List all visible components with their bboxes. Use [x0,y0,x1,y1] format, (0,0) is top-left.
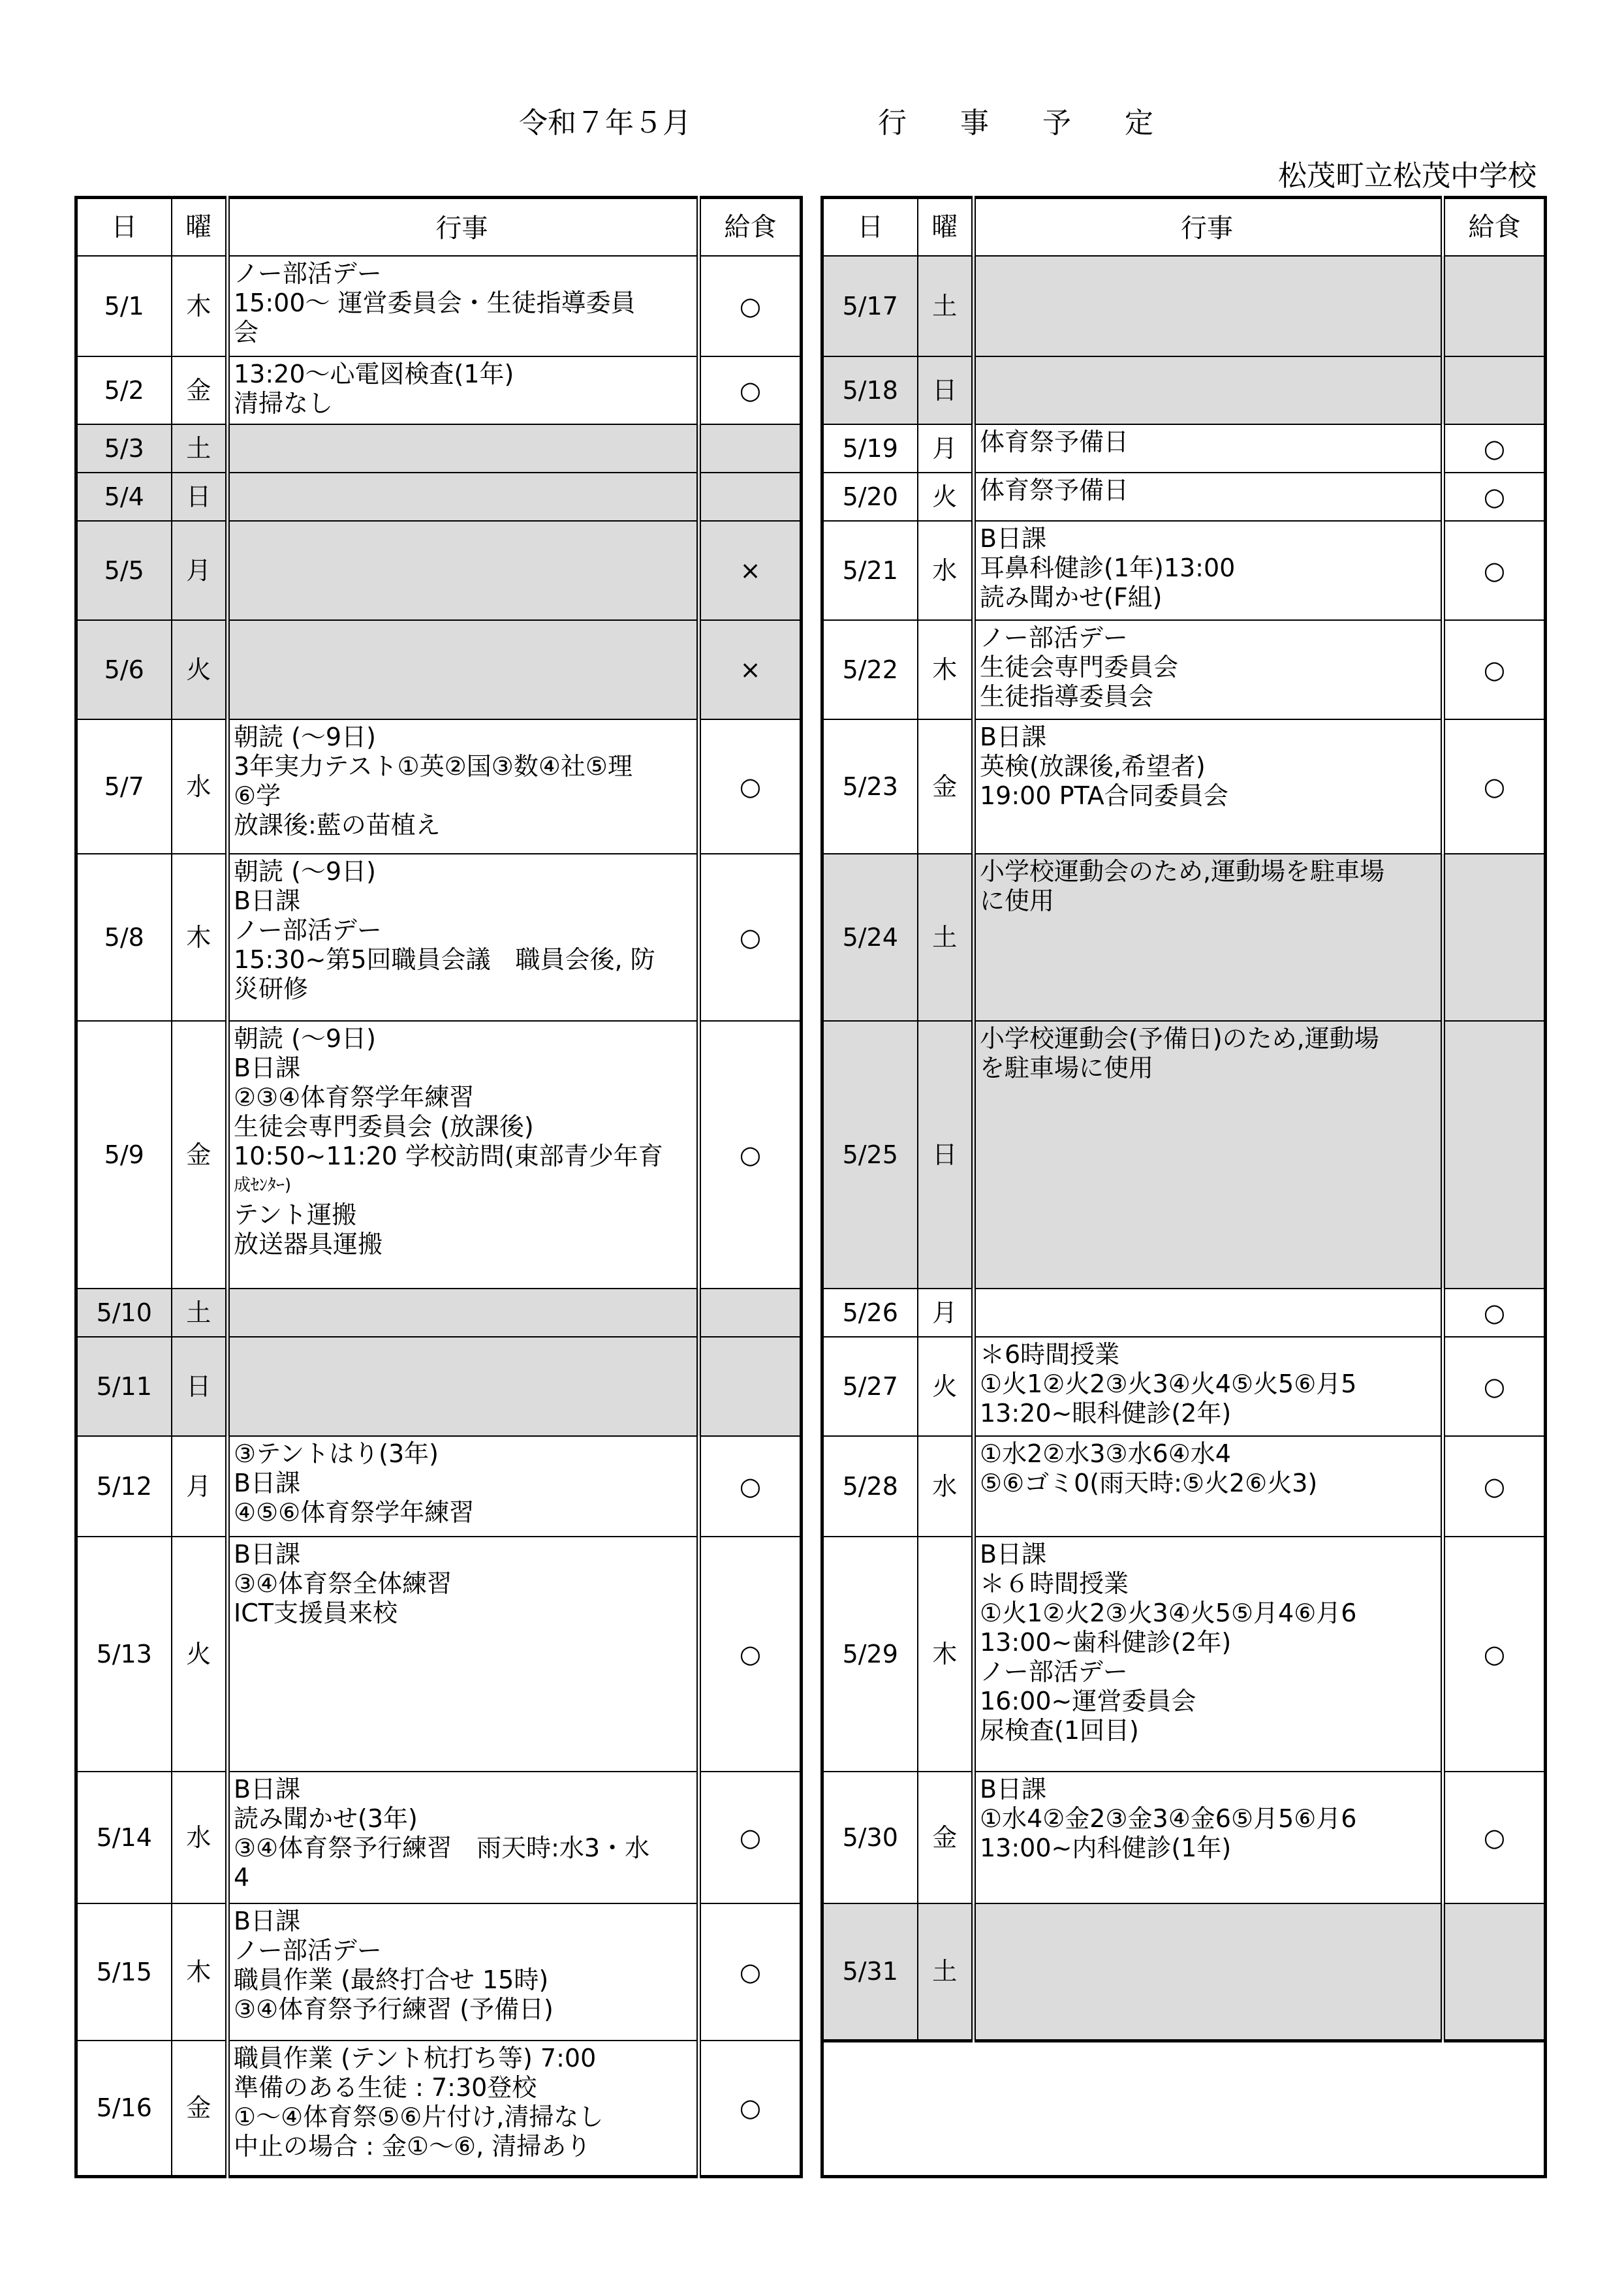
date-cell: 5/31 [822,1903,918,2041]
event-line: 中止の場合 : 金①～⑥, 清掃あり [234,2132,591,2161]
date-cell: 5/1 [76,256,172,356]
empty-filler-cell [822,2041,1546,2176]
schedule-row [822,1337,1546,1436]
event-line: 3年実力テスト①英②国③数④社⑤理 [234,752,632,781]
event-line: ①水2②水3③水6④水4 [980,1439,1231,1468]
events-cell [228,854,699,1021]
event-line: ②③④体育祭学年練習 [234,1083,475,1112]
event-line: ノー部活デー [980,623,1128,652]
schedule-row [76,2041,802,2176]
lunch-cell: ○ [699,719,802,854]
lunch-cell: ○ [1443,521,1546,620]
event-line: 13:00~内科健診(1年) [980,1834,1232,1862]
lunch-cell: ○ [1443,719,1546,854]
event-line: ノー部活デー [234,916,382,945]
event-line: 10:50~11:20 学校訪問(東部青少年育 [234,1142,663,1170]
lunch-cell: × [699,521,802,620]
date-cell: 5/3 [76,424,172,473]
event-line: B日課 [234,1907,301,1935]
schedule-row [76,424,802,473]
date-cell: 5/30 [822,1772,918,1903]
events-cell [228,473,699,521]
event-line: 会 [234,318,259,347]
events-cell [228,256,699,356]
events-cell [974,473,1443,521]
events-cell [228,620,699,719]
weekday-cell: 日 [918,356,974,424]
schedule-row [822,1021,1546,1289]
date-cell: 5/10 [76,1289,172,1337]
header-events: 行事 [228,198,699,257]
date-cell: 5/7 [76,719,172,854]
weekday-cell: 金 [172,356,228,424]
schedule-row [76,1537,802,1772]
schedule-row [822,854,1546,1021]
date-cell: 5/26 [822,1289,918,1337]
event-line: ＊６時間授業 [980,1569,1129,1598]
lunch-cell: ○ [1443,620,1546,719]
event-line: 小学校運動会のため,運動場を駐車場 [980,857,1385,886]
events-cell [228,1021,699,1289]
schedule-row [822,719,1546,854]
lunch-cell [699,1289,802,1337]
event-line: 19:00 PTA合同委員会 [980,781,1228,810]
event-line: 放送器具運搬 [234,1230,383,1259]
event-line: 読み聞かせ(F組) [980,583,1163,612]
event-line: 体育祭予備日 [980,476,1129,505]
weekday-cell: 木 [918,1537,974,1772]
weekday-cell: 水 [918,521,974,620]
date-cell: 5/15 [76,1903,172,2041]
event-line: ノー部活デー [234,1936,382,1965]
event-line: B日課 [234,1775,301,1804]
event-line: 13:00~歯科健診(2年) [980,1628,1232,1657]
lunch-cell [699,1337,802,1436]
event-line: に使用 [980,886,1055,915]
event-line: ③テントはり(3年) [234,1439,439,1468]
schedule-row [76,854,802,1021]
weekday-cell: 日 [918,1021,974,1289]
lunch-cell: ○ [1443,1772,1546,1903]
event-line: 放課後:藍の苗植え [234,811,441,839]
event-line: ①火1②火2③火3④火5⑤月4⑥月6 [980,1599,1357,1627]
weekday-cell: 火 [918,473,974,521]
events-cell [228,2041,699,2176]
weekday-cell: 水 [918,1436,974,1537]
event-line: 職員作業 (最終打合せ 15時) [234,1965,549,1994]
weekday-cell: 水 [172,1772,228,1903]
event-line: ⑤⑥ゴミ0(雨天時:⑤火2⑥火3) [980,1469,1318,1497]
schedule-table-right [820,196,1547,2178]
schedule-row [76,1289,802,1337]
header-lunch: 給食 [1443,198,1546,257]
event-line: を駐車場に使用 [980,1054,1154,1082]
event-line: 生徒会専門委員会 [980,653,1179,681]
events-cell [228,1903,699,2041]
event-line: 4 [234,1863,250,1892]
event-line: ①火1②火2③火3④火4⑤火5⑥月5 [980,1369,1357,1398]
event-line: 13:20～心電図検査(1年) [234,360,514,388]
schedule-row [822,1436,1546,1537]
event-line: 成ｾﾝﾀｰ) [234,1176,292,1195]
schedule-row [76,1337,802,1436]
lunch-cell: ○ [699,256,802,356]
schedule-row [76,1021,802,1289]
weekday-cell: 土 [918,1903,974,2041]
event-line: ノー部活デー [234,259,382,288]
schedule-row [822,424,1546,473]
lunch-cell: ○ [699,2041,802,2176]
event-line: B日課 [980,524,1047,553]
events-cell [974,1436,1443,1537]
schedule-table-left [74,196,803,2178]
lunch-cell: ○ [1443,473,1546,521]
lunch-cell: ○ [699,1021,802,1289]
lunch-cell [1443,854,1546,1021]
event-line: 16:00~運営委員会 [980,1687,1196,1715]
lunch-cell: × [699,620,802,719]
events-cell [974,1021,1443,1289]
event-line: ③④体育祭予行練習 雨天時:水3・水 [234,1834,650,1862]
event-line: ①水4②金2③金3④金6⑤月5⑥月6 [980,1804,1357,1833]
date-cell: 5/16 [76,2041,172,2176]
events-cell [974,620,1443,719]
event-line: 体育祭予備日 [980,428,1129,456]
lunch-cell [1443,1903,1546,2041]
weekday-cell: 日 [172,473,228,521]
date-cell: 5/20 [822,473,918,521]
weekday-cell: 日 [172,1337,228,1436]
lunch-cell: ○ [699,1436,802,1537]
event-line: 13:20~眼科健診(2年) [980,1399,1232,1428]
date-cell: 5/29 [822,1537,918,1772]
lunch-cell: ○ [1443,1436,1546,1537]
event-line: 15:00～ 運営委員会・生徒指導委員 [234,289,636,317]
schedule-row [76,620,802,719]
header-weekday: 曜 [918,198,974,257]
weekday-cell: 水 [172,719,228,854]
date-cell: 5/18 [822,356,918,424]
events-cell [228,1537,699,1772]
weekday-cell: 木 [918,620,974,719]
events-cell [974,1903,1443,2041]
date-cell: 5/13 [76,1537,172,1772]
date-cell: 5/6 [76,620,172,719]
date-cell: 5/17 [822,256,918,356]
weekday-cell: 月 [918,1289,974,1337]
table-header-row [76,198,802,257]
event-line: B日課 [234,1469,301,1497]
schedule-row [76,719,802,854]
event-line: B日課 [234,1054,301,1082]
header-day: 日 [822,198,918,257]
events-cell [974,1337,1443,1436]
schedule-row [76,473,802,521]
events-cell [228,1436,699,1537]
weekday-cell: 月 [172,521,228,620]
event-line: ④⑤⑥体育祭学年練習 [234,1498,475,1527]
weekday-cell: 木 [172,256,228,356]
date-cell: 5/5 [76,521,172,620]
events-cell [974,521,1443,620]
weekday-cell: 木 [172,1903,228,2041]
events-cell [974,424,1443,473]
lunch-cell [699,473,802,521]
date-cell: 5/8 [76,854,172,1021]
event-line: 小学校運動会(予備日)のため,運動場 [980,1024,1379,1053]
event-line: B日課 [980,1775,1047,1804]
date-cell: 5/27 [822,1337,918,1436]
empty-filler-row [822,2041,1546,2176]
events-cell [228,356,699,424]
weekday-cell: 月 [918,424,974,473]
schedule-row [822,1772,1546,1903]
events-cell [974,356,1443,424]
event-line: 朝読 (～9日) [234,1024,376,1053]
event-line: 読み聞かせ(3年) [234,1804,418,1833]
weekday-cell: 月 [172,1436,228,1537]
date-cell: 5/25 [822,1021,918,1289]
lunch-cell [699,424,802,473]
events-cell [974,1772,1443,1903]
event-line: ICT支援員来校 [234,1599,398,1627]
date-cell: 5/2 [76,356,172,424]
lunch-cell: ○ [699,1903,802,2041]
events-cell [228,424,699,473]
event-line: 準備のある生徒 : 7:30登校 [234,2073,537,2102]
weekday-cell: 木 [172,854,228,1021]
event-line: 15:30~第5回職員会議 職員会後, 防 [234,945,655,974]
header-events: 行事 [974,198,1443,257]
event-line: 職員作業 (テント杭打ち等) 7:00 [234,2044,597,2073]
weekday-cell: 土 [918,854,974,1021]
school-name: 松茂町立松茂中学校 [1278,159,1537,193]
event-line: ノー部活デー [980,1657,1128,1686]
schedule-row [76,1772,802,1903]
weekday-cell: 金 [172,2041,228,2176]
event-line: ③④体育祭予行練習 (予備日) [234,1995,554,2024]
schedule-row [76,1436,802,1537]
table-header-row [822,198,1546,257]
event-line: 生徒会専門委員会 (放課後) [234,1112,534,1141]
schedule-row [76,256,802,356]
event-line: 朝読 (～9日) [234,723,376,751]
event-line: 朝読 (～9日) [234,857,376,886]
schedule-row [822,1903,1546,2041]
lunch-cell: ○ [1443,424,1546,473]
event-line: B日課 [980,1540,1047,1569]
event-line: B日課 [234,886,301,915]
schedule-row [822,1289,1546,1337]
events-cell [974,256,1443,356]
lunch-cell: ○ [1443,1289,1546,1337]
weekday-cell: 火 [918,1337,974,1436]
schedule-row [822,356,1546,424]
date-cell: 5/14 [76,1772,172,1903]
event-line: 耳鼻科健診(1年)13:00 [980,554,1236,582]
weekday-cell: 土 [918,256,974,356]
lunch-cell [1443,256,1546,356]
date-cell: 5/28 [822,1436,918,1537]
lunch-cell [1443,356,1546,424]
schedule-row [822,473,1546,521]
events-cell [974,719,1443,854]
event-line: ＊6時間授業 [980,1340,1120,1369]
lunch-cell: ○ [699,1772,802,1903]
event-line: ①～④体育祭⑤⑥片付け,清掃なし [234,2103,604,2131]
event-line: 生徒指導委員会 [980,682,1154,711]
date-cell: 5/21 [822,521,918,620]
month-title: 令和７年５月 [519,106,691,140]
weekday-cell: 火 [172,620,228,719]
date-cell: 5/22 [822,620,918,719]
events-cell [974,1537,1443,1772]
weekday-cell: 金 [918,719,974,854]
date-cell: 5/9 [76,1021,172,1289]
schedule-row [822,1537,1546,1772]
event-line: テント運搬 [234,1200,357,1229]
date-cell: 5/11 [76,1337,172,1436]
event-line: 尿検査(1回目) [980,1716,1139,1745]
events-cell [228,1337,699,1436]
header-weekday: 曜 [172,198,228,257]
lunch-cell: ○ [699,854,802,1021]
event-line: B日課 [980,723,1047,751]
date-cell: 5/23 [822,719,918,854]
events-cell [228,521,699,620]
weekday-cell: 金 [172,1021,228,1289]
lunch-cell: ○ [1443,1537,1546,1772]
event-line: 清掃なし [234,389,334,418]
events-cell [974,854,1443,1021]
schedule-row [76,356,802,424]
date-cell: 5/12 [76,1436,172,1537]
weekday-cell: 土 [172,1289,228,1337]
lunch-cell: ○ [1443,1337,1546,1436]
events-cell [974,1289,1443,1337]
lunch-cell: ○ [699,1537,802,1772]
date-cell: 5/4 [76,473,172,521]
event-line: ⑥学 [234,781,281,810]
weekday-cell: 土 [172,424,228,473]
document-title: 行 事 予 定 [878,106,1176,140]
lunch-cell [1443,1021,1546,1289]
lunch-cell: ○ [699,356,802,424]
date-cell: 5/19 [822,424,918,473]
schedule-row [822,521,1546,620]
weekday-cell: 金 [918,1772,974,1903]
schedule-row [822,256,1546,356]
event-line: B日課 [234,1540,301,1569]
events-cell [228,719,699,854]
events-cell [228,1289,699,1337]
schedule-row [76,1903,802,2041]
events-cell [228,1772,699,1903]
header-lunch: 給食 [699,198,802,257]
schedule-row [76,521,802,620]
schedule-row [822,620,1546,719]
header-day: 日 [76,198,172,257]
weekday-cell: 火 [172,1537,228,1772]
event-line: ③④体育祭全体練習 [234,1569,452,1598]
event-line: 英検(放課後,希望者) [980,752,1206,781]
date-cell: 5/24 [822,854,918,1021]
event-line: 災研修 [234,975,309,1003]
